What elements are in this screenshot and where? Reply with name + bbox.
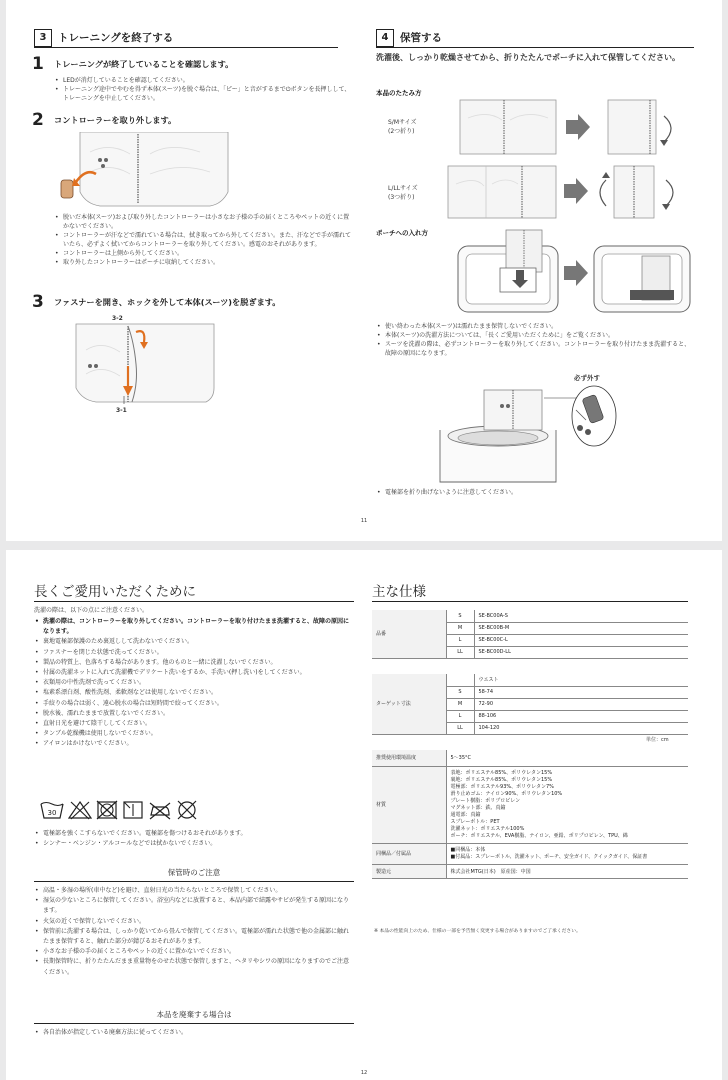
- fold-title: 本品のたたみ方: [376, 89, 422, 97]
- table-row: [372, 674, 688, 686]
- care-title: 長くご愛用いただくために: [34, 584, 196, 600]
- list-item: • ファスナーを閉じた状態で洗ってください。: [34, 648, 352, 658]
- material-line: 滑り止めゴム：ナイロン90%、ポリウレタン10%: [450, 790, 563, 797]
- step-1: [32, 56, 233, 73]
- list-item: • 高温・多湿の場所(車中など)を避け、直射日光の当たらないところで保管してください。: [34, 886, 352, 896]
- disposal-heading: 本品を廃棄する場合は: [34, 1009, 354, 1024]
- page-number: 12: [360, 1070, 368, 1076]
- lll-size-label: L/LLサイズ: [388, 185, 418, 192]
- step-title: コントローラーを取り外します。: [54, 115, 177, 125]
- storage-notes: [376, 322, 694, 358]
- list-item: • アイロンはかけないでください。: [34, 739, 352, 749]
- electrode-note: [376, 488, 694, 497]
- storage-caution-list: [34, 886, 352, 978]
- table-row: [372, 610, 688, 622]
- step-3: [32, 294, 281, 311]
- manual-page-11: [6, 0, 722, 541]
- table-cell: 株式会社MTG(日本) 原産国：中国: [446, 864, 688, 878]
- model-code-cell: SE-BC00D-LL: [474, 646, 688, 658]
- table-label: ターゲット寸法: [372, 674, 446, 734]
- list-item: • 湿気の少ないところに保管してください。浴室内などに放置すると、本品内部で結露やサビが発生する原因になります。: [34, 896, 352, 916]
- unit-label: 単位：cm: [646, 737, 669, 743]
- list-item: • 衣類用の中性洗剤で洗ってください。: [34, 678, 352, 688]
- size-cell: S: [446, 686, 474, 698]
- size-header-cell: [446, 674, 474, 686]
- no-tumble-dry-icon: [96, 800, 118, 820]
- care-intro: 洗濯の際は、以下の点にご注意ください。: [34, 607, 149, 614]
- list-item: • 製品の特質上、色落ちする場合があります。他のものと一緒に洗濯しないでください。: [34, 658, 352, 668]
- list-item: • 付属の洗濯ネットに入れて洗濯機でデリケート洗いをするか、手洗い(押し洗い)をしてください。: [34, 668, 352, 678]
- step-number: 3: [32, 292, 44, 312]
- list-item: • 電極部を折り曲げないように注意してください。: [376, 488, 694, 497]
- target-size-table: [372, 674, 688, 735]
- model-code-cell: SE-BC00B-M: [474, 622, 688, 634]
- step-number: 2: [32, 110, 44, 130]
- model-code-cell: SE-BC00A-S: [474, 610, 688, 622]
- fold-sm-illustration: [458, 98, 698, 158]
- waist-value-cell: 88-106: [474, 710, 688, 722]
- line-dry-shade-icon: [122, 800, 144, 820]
- washer-illustration: [436, 372, 626, 484]
- step-2-notes: [54, 213, 354, 267]
- material-line: 洗濯ネット：ポリエステル100%: [450, 825, 525, 832]
- sm-size-sub: (2つ折り): [388, 128, 415, 135]
- page-number: 11: [360, 518, 368, 524]
- section-3-header: [34, 28, 338, 48]
- table-row: [372, 843, 688, 864]
- unzip-suit-illustration: [66, 322, 216, 404]
- list-item: • 本体(スーツ)の洗濯方法については、「長くご愛用いただくために」をご覧ください。: [376, 331, 694, 340]
- list-item: • 脱いだ本体(スーツ)および取り外したコントローラーは小さなお子様の手の届くところやペットの近くに置かないでください。: [54, 213, 354, 231]
- size-cell: L: [446, 634, 474, 646]
- step-label-3-1: 3-1: [116, 407, 127, 414]
- accessory-line: ■付属品：スプレーボトル、洗濯ネット、ポーチ、安全ガイド、クイックガイド、保証書: [450, 853, 648, 860]
- specs-table: [372, 750, 688, 879]
- material-line: ポーチ：ポリエステル、EVA樹脂、ナイロン、亜鉛、ポリプロピレン、TPU、綿: [450, 832, 628, 839]
- svg-text:30: 30: [47, 809, 57, 817]
- care-symbols: [40, 800, 198, 820]
- table-cell: 5～35°C: [446, 750, 688, 766]
- material-line: 通電部：真鍮: [450, 811, 481, 818]
- no-bleach-icon: [68, 800, 92, 820]
- step-1-notes: [54, 76, 354, 103]
- accessory-line: ■同梱品：本体: [450, 846, 486, 853]
- list-item: • 取り外したコントローラーはポーチに収納してください。: [54, 258, 354, 267]
- electrode-care-list: [34, 829, 352, 849]
- step-title: ファスナーを開き、ホックを外して本体(スーツ)を脱ぎます。: [54, 297, 281, 307]
- section-4-header: [376, 28, 694, 48]
- waist-value-cell: 72-90: [474, 698, 688, 710]
- list-item: • トレーニング途中でやむを得ず本体(スーツ)を脱ぐ場合は、「ピー」と音がするまで⏻ボタンを長押しして、トレーニングを中止してください。: [54, 85, 354, 103]
- model-table: [372, 610, 688, 659]
- waist-value-cell: 104-120: [474, 722, 688, 734]
- material-line: スプレーボトル：PET: [450, 818, 500, 825]
- material-line: 表地：ポリエステル85%、ポリウレタン15%: [450, 769, 553, 776]
- step-2: [32, 112, 176, 129]
- list-item: • 手絞りの場合は弱く、遠心脱水の場合は短時間で絞ってください。: [34, 699, 352, 709]
- material-line: 電極部：ポリエステル93%、ポリウレタン7%: [450, 783, 554, 790]
- size-cell: M: [446, 622, 474, 634]
- size-cell: LL: [446, 646, 474, 658]
- step-title: トレーニングが終了していることを確認します。: [54, 59, 234, 69]
- table-label: 製造元: [372, 864, 446, 878]
- must-remove-label: 必ず外す: [574, 374, 600, 382]
- title-rule: [34, 601, 354, 602]
- size-cell: LL: [446, 722, 474, 734]
- size-cell: M: [446, 698, 474, 710]
- list-item: • 長期保管時に、折りたたんだまま重量物をのせた状態で保管しますと、ヘタリやシワの原因になりますのでご注意ください。: [34, 957, 352, 977]
- disposal-list: [34, 1028, 352, 1037]
- list-item: • スーツを洗濯の際は、必ずコントローラーを取り外してください。コントローラーを取り付けたまま洗濯すると、故障の原因になります。: [376, 340, 694, 358]
- table-label: 推奨使用環境温度: [372, 750, 446, 766]
- list-item: • 裏地電極部保護のため裏返しして洗わないでください。: [34, 637, 352, 647]
- fold-lll-illustration: [446, 162, 698, 222]
- size-cell: S: [446, 610, 474, 622]
- care-list: [34, 617, 352, 750]
- material-line: プレート樹脂：ポリプロピレン: [450, 797, 521, 804]
- list-item: • 小さなお子様の手の届くところやペットの近くに置かないでください。: [34, 947, 352, 957]
- sm-size-label: S/Mサイズ: [388, 119, 417, 126]
- table-label: 品番: [372, 610, 446, 658]
- specs-title: 主な仕様: [372, 584, 426, 600]
- list-item: • 電極部を強くこすらないでください。電極部を傷つけるおそれがあります。: [34, 829, 352, 839]
- table-row: [372, 766, 688, 843]
- table-label: 同梱品／付属品: [372, 843, 446, 864]
- list-item: • 保管前に洗濯する場合は、しっかり乾いてから畳んで保管してください。電極部が濡れた状態で他の金属部に触れたまま保管すると、触れた部分が錆びるおそれがあります。: [34, 927, 352, 947]
- list-item: • 各自治体が指定している廃棄方法に従ってください。: [34, 1028, 352, 1037]
- section-title: トレーニングを終了する: [58, 32, 174, 44]
- section-number: 4: [376, 29, 394, 47]
- list-item: • 塩素系漂白剤、酸性洗剤、柔軟剤などは使用しないでください。: [34, 688, 352, 698]
- lll-size-sub: (3つ折り): [388, 194, 415, 201]
- storage-lead: 洗濯後、しっかり乾燥させてから、折りたたんでポーチに入れて保管してください。: [376, 53, 680, 62]
- material-line: 裏地：ポリエステル85%、ポリウレタン15%: [450, 776, 553, 783]
- pouch-illustration: [454, 228, 694, 316]
- list-item: • コントローラーは上側から外してください。: [54, 249, 354, 258]
- size-cell: L: [446, 710, 474, 722]
- material-line: マグネット部：鉄、真鍮: [450, 804, 506, 811]
- list-item: • 直射日光を避けて陰干ししてください。: [34, 719, 352, 729]
- list-item: • コントローラーが汗などで濡れている場合は、拭き取ってから外してください。また、汗などで手が濡れていたら、必ずよく拭いてからコントローラーを取り外してください。感電のおそれがあります。: [54, 231, 354, 249]
- step-label-3-2: 3-2: [112, 315, 123, 322]
- table-row: [372, 864, 688, 878]
- list-item: • 洗濯の際は、コントローラーを取り外してください。コントローラーを取り付けたまま洗濯すると、故障の原因になります。: [34, 617, 352, 637]
- list-item: • 使い終わった本体(スーツ)は濡れたまま保管しないでください。: [376, 322, 694, 331]
- accessories-cell: [446, 843, 688, 864]
- model-code-cell: SE-BC00C-L: [474, 634, 688, 646]
- section-number: 3: [34, 29, 52, 47]
- material-cell: [446, 766, 688, 843]
- waist-header: ウエスト: [474, 674, 688, 686]
- no-dry-clean-icon: [176, 800, 198, 820]
- wash-30-icon: [40, 800, 64, 820]
- table-row: [372, 750, 688, 766]
- pouch-title: ポーチへの入れ方: [376, 229, 428, 237]
- list-item: • 火気の近くで保管しないでください。: [34, 917, 352, 927]
- no-iron-icon: [148, 800, 172, 820]
- waist-value-cell: 58-74: [474, 686, 688, 698]
- step-number: 1: [32, 54, 44, 74]
- manual-page-12: [6, 550, 722, 1080]
- list-item: • タンブル乾燥機は使用しないでください。: [34, 729, 352, 739]
- controller-removal-illustration: [60, 132, 230, 208]
- table-label: 材質: [372, 766, 446, 843]
- storage-caution-heading: 保管時のご注意: [34, 867, 354, 882]
- specs-rule: [372, 601, 688, 602]
- list-item: • 脱水後、濡れたままで放置しないでください。: [34, 709, 352, 719]
- list-item: • シンナー・ベンジン・アルコールなどでは拭かないでください。: [34, 839, 352, 849]
- spec-note: ※ 本品の性能向上のため、仕様の一部を予告無く変更する場合がありますのでご了承ください。: [374, 929, 581, 934]
- list-item: • LEDが消灯していることを確認してください。: [54, 76, 354, 85]
- section-title: 保管する: [400, 32, 442, 44]
